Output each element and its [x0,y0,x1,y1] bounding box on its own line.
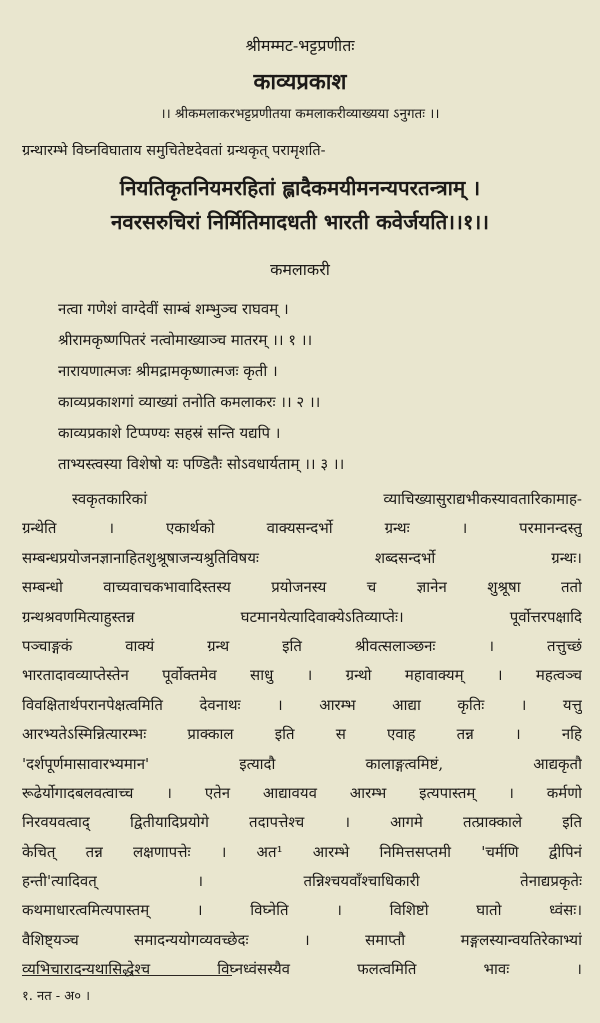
commentary-line: केचित् तन्न लक्षणापत्तेः । अत¹ आरम्भे निमित्तसप्तमी 'चर्मणि द्वीपिनं [22,842,582,861]
commentary-line: ग्रन्थेति । एकार्थको वाक्यसन्दर्भो ग्रन्थः । परमानन्दस्तु [22,519,582,538]
verse-line: काव्यप्रकाशे टिप्पण्यः सहस्रं सन्ति यद्यपि । [58,424,281,442]
footnote: १. नत - अ० । [22,989,91,1004]
verse-line: नत्वा गणेशं वाग्देवीं साम्बं शम्भुञ्च राघवम् । [58,300,289,318]
intro-line: ग्रन्थारम्भे विघ्नविघाताय समुचितेष्टदेवतां ग्रन्थकृत् परामृशति- [22,143,326,159]
commentary-line: सम्बन्धप्रयोजनज्ञानाहितशुश्रूषाजन्यश्रुतिविषयः शब्दसन्दर्भो ग्रन्थः। [22,548,582,567]
verse-line: नारायणात्मजः श्रीमद्रामकृष्णात्मजः कृती । [58,362,278,380]
verse-line: ताभ्यस्त्वस्या विशेषो यः पण्डितैः सोऽवधार्यताम् ।। ३ ।। [58,455,345,473]
verse-line: काव्यप्रकाशगां व्याख्यां तनोति कमलाकरः ।। २ ।। [58,393,321,411]
commentary-line: विवक्षितार्थपरानपेक्षत्वमिति देवनाथः । आरम्भ आद्या कृतिः । यत्तु [22,695,582,714]
main-verse-line-1: नियतिकृतनियमरहितां ह्लादैकमयीमनन्यपरतन्त्राम् । [119,176,481,200]
main-verse-line-2: नवरसरुचिरां निर्मितिमादधती भारती कवेर्जयति।।१।। [110,210,490,234]
commentary-line: हन्ती'त्यादिवत् । तन्निश्चयवाँश्चाधिकारी तेनाद्यप्रकृतेः [22,872,582,891]
commentary-line: सम्बन्धो वाच्यवाचकभावादिस्तस्य प्रयोजनस्य च ज्ञानेन शुश्रूषा ततो [22,578,582,597]
commentary-line: कथमाधारत्वमित्यपास्तम् । विघ्नेति । विशिष्टो घातो ध्वंसः। [22,901,582,920]
mangala-verses [58,294,344,480]
commentary-line: 'दर्शपूर्णमासावारभ्यमान' इत्यादौ कालाङ्गत्वमिष्टं, आद्यकृतौ [22,754,582,773]
commentary-line: ग्रन्थश्रवणमित्याहुस्तन्न घटमानयेत्यादिवाक्येऽतिव्याप्तेः। पूर्वोत्तरपक्षादि [22,607,582,626]
commentary-line: वैशिष्ट्यञ्च समादन्ययोगव्यवच्छेदः । समाप्तौ मङ्गलस्यान्वयतिरेकाभ्यां [22,930,582,949]
commentary-line: भारतादावव्याप्तेस्तेन पूर्वोक्तमेव साधु । ग्रन्थो महावाक्यम् । महत्वञ्च [22,666,582,685]
commentary-line: व्यभिचारादन्यथासिद्धेश्च विघ्नध्वंसस्यैव फलत्वमिति भावः । [22,960,582,979]
footnote-rule [22,975,232,976]
commentary-line: पञ्चाङ्गकं वाक्यं ग्रन्थ इति श्रीवत्सलाञ्छनः । तत्तुच्छं [22,636,582,655]
commentary-attribution: ।। श्रीकमलाकरभट्टप्रणीतया कमलाकरीव्याख्यया ऽनुगतः ।। [160,106,440,122]
commentary-line: स्वकृतकारिकां व्याचिख्यासुराद्यभीकस्यावतारिकामाह- [72,490,582,508]
author-line: श्रीमम्मट-भट्टप्रणीतः [245,36,355,55]
commentary-line: रूढेर्योगादबलवत्वाच्च । एतेन आद्यावयव आरम्भ इत्यपास्तम् । कर्मणो [22,783,582,802]
commentary-line: निरवयवत्वाद् द्वितीयादिप्रयोगे तदापत्तेश्च । आगमे तत्प्राक्काले इति [22,813,582,832]
commentary-line: आरभ्यतेऽस्मिन्नित्यारम्भः प्राक्काल इति स एवाह तन्न । नहि [22,725,582,744]
verse-line: श्रीरामकृष्णपितरं नत्वोमाख्याञ्च मातरम् ।। १ ।। [58,331,313,349]
page-title: काव्यप्रकाश [253,69,347,95]
commentary-body [22,485,582,985]
commentary-title: कमलाकरी [270,260,330,279]
